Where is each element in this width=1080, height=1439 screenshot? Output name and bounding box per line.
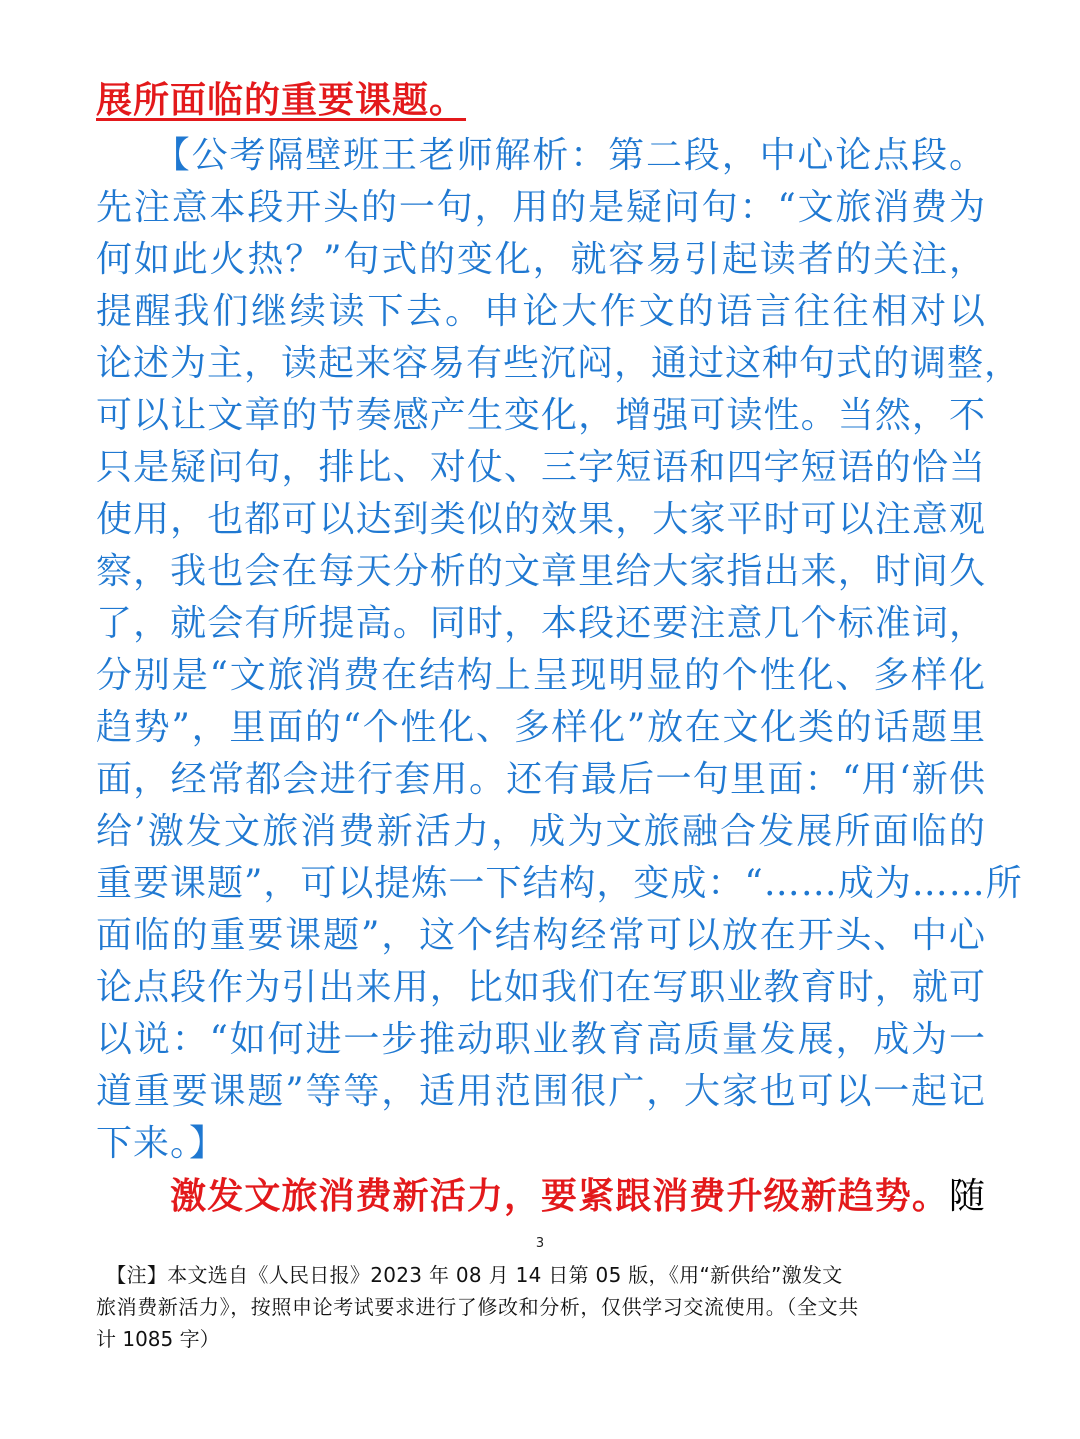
heading-tail-line: 展所面临的重要课题。 xyxy=(96,79,467,121)
next-paragraph-start: 随 xyxy=(948,1176,986,1217)
footnote-line: 旅消费新活力》，按照申论考试要求进行了修改和分析，仅供学习交流使用。（全文共 xyxy=(96,1295,859,1319)
analysis-line: 使用，也都可以达到类似的效果，大家平时可以注意观 xyxy=(96,499,986,540)
analysis-line: 面临的重要课题”，这个结构经常可以放在开头、中心 xyxy=(96,915,986,956)
page-number: 3 xyxy=(535,1236,545,1251)
analysis-line: 【公考隔壁班王老师解析：第二段，中心论点段。 xyxy=(96,135,986,176)
footnote-line: 【注】本文选自《人民日报》2023 年 08 月 14 日第 05 版，《用“新供给”激发文 xyxy=(96,1263,843,1287)
analysis-line: 分别是“文旅消费在结构上呈现明显的个性化、多样化 xyxy=(96,655,986,696)
analysis-line: 了，就会有所提高。同时，本段还要注意几个标准词， xyxy=(96,603,986,644)
analysis-line: 何如此火热？”句式的变化，就容易引起读者的关注， xyxy=(96,239,986,280)
analysis-line: 提醒我们继续读下去。申论大作文的语言往往相对以 xyxy=(96,291,986,332)
analysis-line: 先注意本段开头的一句，用的是疑问句：“文旅消费为 xyxy=(96,187,986,228)
analysis-line: 论点段作为引出来用，比如我们在写职业教育时，就可 xyxy=(96,967,986,1008)
analysis-line: 论述为主，读起来容易有些沉闷，通过这种句式的调整， xyxy=(96,343,1022,384)
analysis-line: 道重要课题”等等，适用范围很广，大家也可以一起记 xyxy=(96,1071,986,1112)
next-paragraph-heading: 激发文旅消费新活力，要紧跟消费升级新趋势。 xyxy=(96,1175,949,1217)
analysis-line: 下来。】 xyxy=(96,1123,227,1164)
analysis-line: 察，我也会在每天分析的文章里给大家指出来，时间久 xyxy=(96,551,986,592)
analysis-line: 可以让文章的节奏感产生变化，增强可读性。当然，不 xyxy=(96,395,986,436)
next-paragraph-line xyxy=(96,1174,986,1219)
analysis-line: 给’激发文旅消费新活力，成为文旅融合发展所面临的 xyxy=(96,811,986,852)
analysis-line: 重要课题”，可以提炼一下结构，变成：“……成为……所 xyxy=(96,863,1023,904)
analysis-line: 以说：“如何进一步推动职业教育高质量发展，成为一 xyxy=(96,1019,986,1060)
footnote-line: 计 1085 字） xyxy=(96,1327,220,1351)
analysis-line: 面，经常都会进行套用。还有最后一句里面：“用‘新供 xyxy=(96,759,986,800)
analysis-line: 趋势”，里面的“个性化、多样化”放在文化类的话题里 xyxy=(96,707,986,748)
analysis-line: 只是疑问句，排比、对仗、三字短语和四字短语的恰当 xyxy=(96,447,986,488)
